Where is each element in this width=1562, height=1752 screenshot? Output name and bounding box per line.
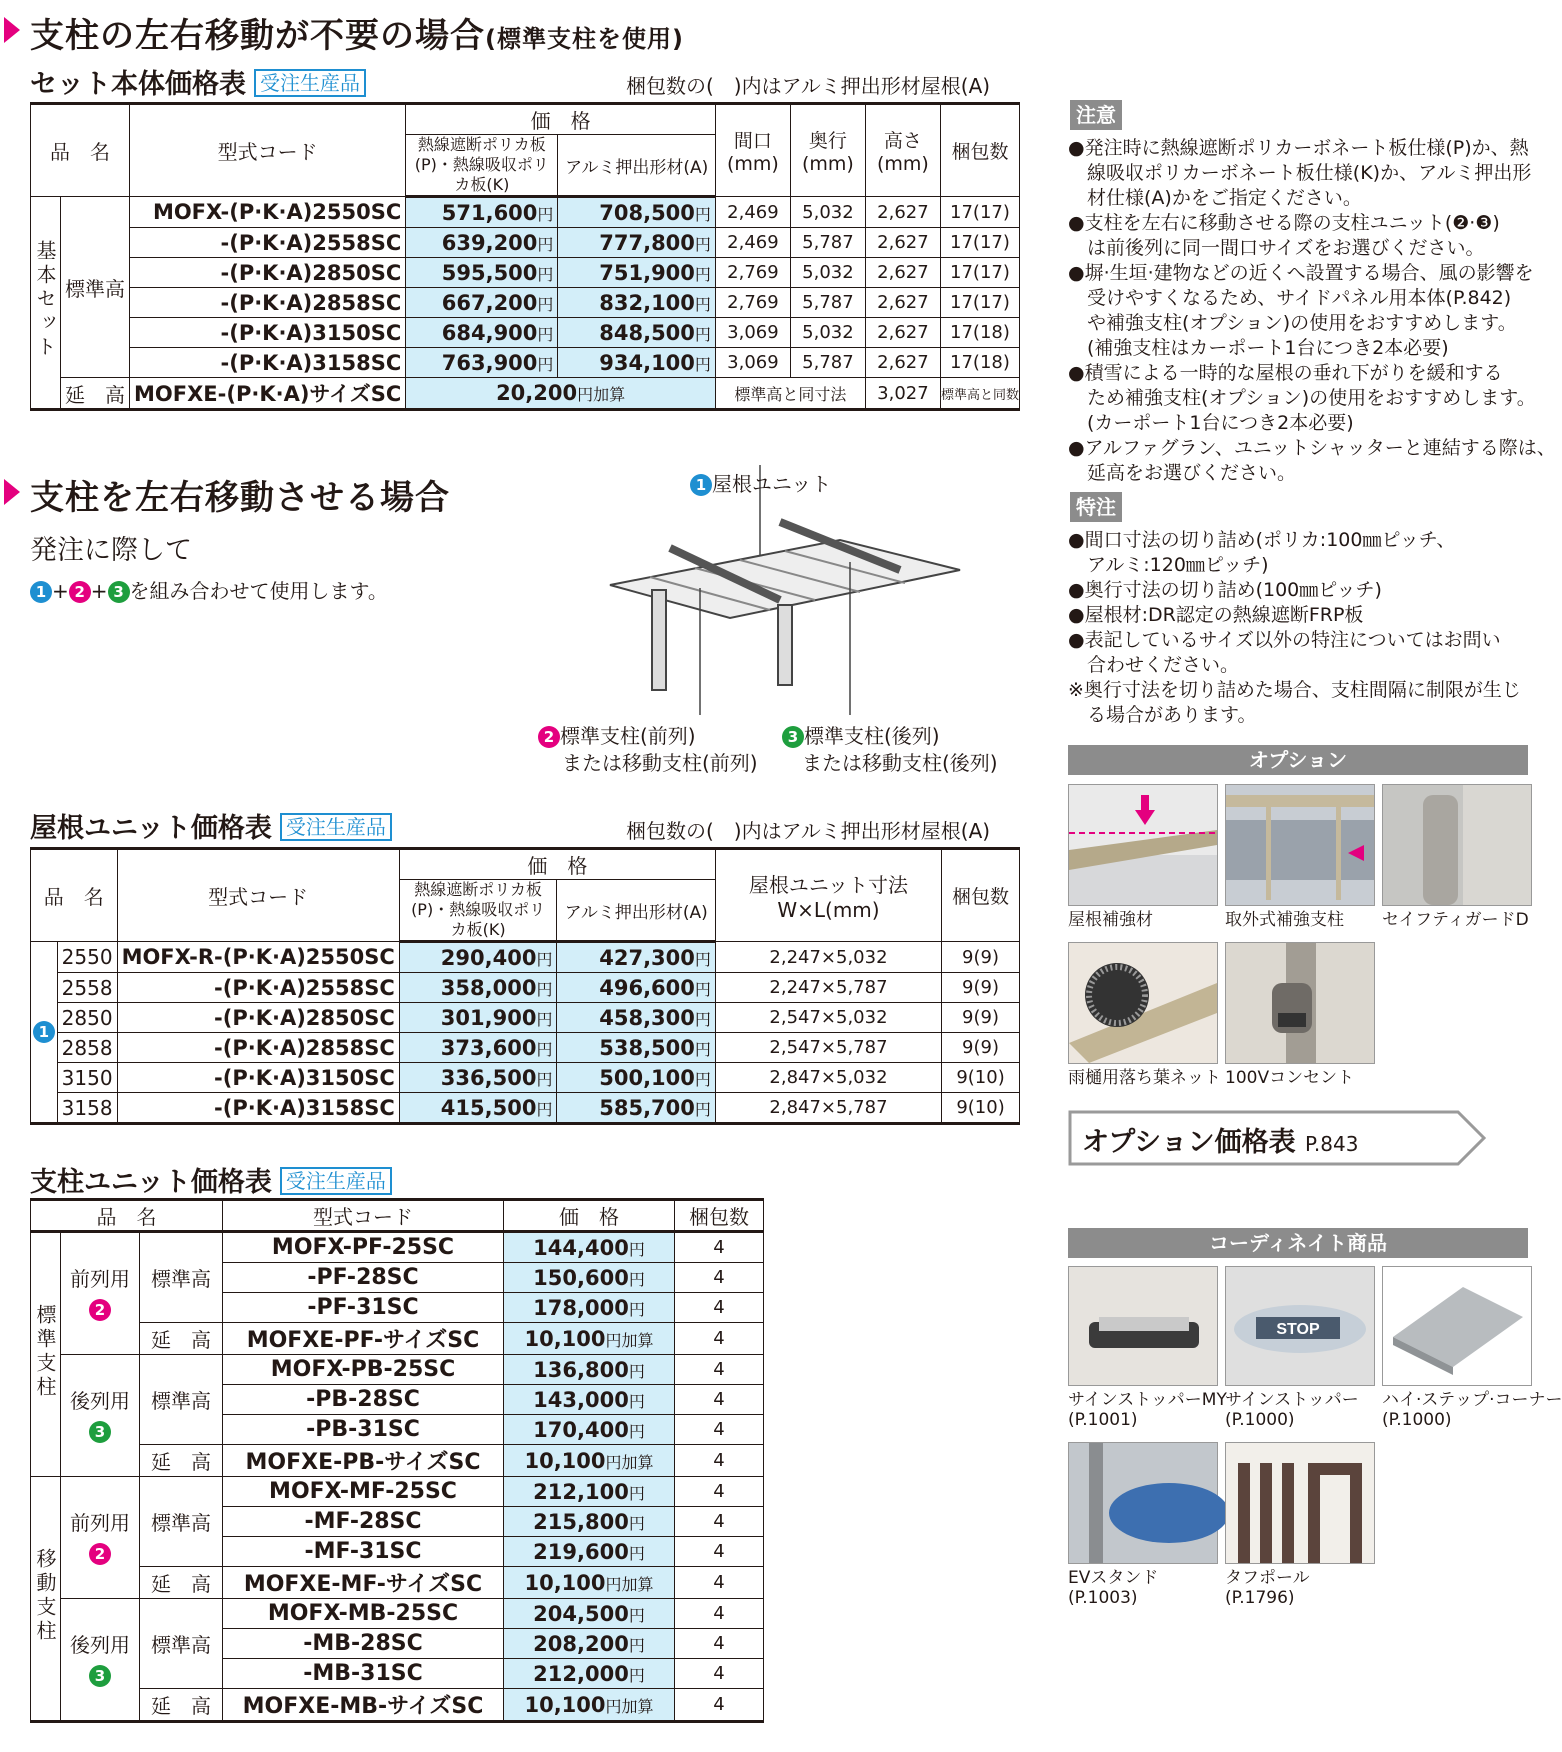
- table-row: [31, 973, 1020, 1003]
- header-alu: アルミ押出形材(A): [558, 135, 716, 197]
- coordinate-page-3: (P.1000): [1382, 1410, 1452, 1430]
- option-price-link-label: オプション価格表: [1082, 1127, 1296, 1158]
- roof-price-table: [30, 847, 1020, 1125]
- post-price: 144,400円: [504, 1232, 675, 1263]
- header-name: 品 名: [31, 104, 130, 197]
- model-code: MOFXE-MF-サイズSC: [223, 1567, 504, 1599]
- pack-value: 17(17): [940, 197, 1019, 228]
- price-poly: 373,600円: [399, 1033, 557, 1063]
- price-poly: 639,200円: [406, 228, 558, 258]
- triangle-icon: [4, 17, 20, 43]
- price-alu: 496,600円: [557, 973, 715, 1003]
- width-value: 2,469: [715, 197, 790, 228]
- post-subgroup: 後列用 3: [61, 1355, 140, 1477]
- coordinate-name-5: タフポール: [1225, 1568, 1310, 1588]
- model-code: -(P·K·A)2850SC: [130, 258, 406, 288]
- model-code: -PB-28SC: [223, 1385, 504, 1415]
- list-item: アルミ:120㎜ピッチ): [1068, 554, 1269, 576]
- model-code: -(P·K·A)2558SC: [117, 973, 399, 1003]
- model-code: -PF-28SC: [223, 1263, 504, 1293]
- header-code: 型式コード: [130, 104, 406, 197]
- post-price: 150,600円: [504, 1263, 675, 1293]
- group-extended-height: 延 高: [61, 378, 130, 410]
- price-poly: 415,500円: [399, 1093, 557, 1124]
- post-price: 204,500円: [504, 1599, 675, 1629]
- back-post-label-2: または移動支柱(後列): [802, 751, 998, 775]
- roof-dims: 2,547×5,032: [715, 1003, 941, 1033]
- table-row: [31, 1567, 764, 1599]
- pack-value: 4: [675, 1415, 764, 1445]
- pack-value: 9(9): [942, 1033, 1020, 1063]
- list-item: 延高をお選びください。: [1068, 462, 1297, 484]
- price-alu: 751,900円: [558, 258, 716, 288]
- list-item: ため補強支柱(オプション)の使用をおすすめします。: [1068, 387, 1536, 409]
- group-basic-set: 基本セット: [31, 197, 61, 410]
- tough-pole-photo: [1225, 1442, 1375, 1564]
- pack-value: 17(18): [940, 348, 1019, 378]
- post-price: 212,000円: [504, 1659, 675, 1689]
- list-item: (補強支柱はカーポート1台につき2本必要): [1068, 337, 1449, 359]
- post-price: 10,100円加算: [504, 1323, 675, 1355]
- model-code: -MF-28SC: [223, 1507, 504, 1537]
- list-item: ●間口寸法の切り詰め(ポリカ:100㎜ピッチ、: [1068, 529, 1456, 551]
- back-post-label: 3 標準支柱(後列): [782, 720, 940, 749]
- model-code: MOFX-MB-25SC: [223, 1599, 504, 1629]
- leaf-net-photo: [1068, 942, 1218, 1064]
- set-price-table: [30, 102, 1020, 411]
- list-item: ●アルファグラン、ユニットシャッターと連結する際は、: [1068, 437, 1556, 459]
- table-row: [31, 197, 1020, 228]
- model-code: -(P·K·A)2858SC: [130, 288, 406, 318]
- caution-list: [1068, 136, 1556, 486]
- model-code: -MB-28SC: [223, 1629, 504, 1659]
- made-to-order-badge: 受注生産品: [280, 1167, 392, 1195]
- price-alu: 500,100円: [557, 1063, 715, 1093]
- price-poly: 358,000円: [399, 973, 557, 1003]
- option-caption-4: 雨樋用落ち葉ネット: [1068, 1068, 1221, 1088]
- post-standard-height: 標準高: [140, 1477, 223, 1567]
- header-alu: アルミ押出形材(A): [557, 880, 715, 942]
- model-code: MOFXE-PF-サイズSC: [223, 1323, 504, 1355]
- price-ext: 20,200円加算: [406, 378, 716, 410]
- price-alu: 934,100円: [558, 348, 716, 378]
- carport-diagram: [600, 470, 1020, 710]
- model-code: -MB-31SC: [223, 1659, 504, 1689]
- width-value: 2,769: [715, 288, 790, 318]
- model-code: MOFXE-(P·K·A)サイズSC: [130, 378, 406, 410]
- size-code: 2558: [57, 973, 117, 1003]
- price-poly: 571,600円: [406, 197, 558, 228]
- list-item: ●発注時に熱線遮断ポリカーボネート板仕様(P)か、熱: [1068, 137, 1529, 159]
- ev-stand-photo: [1068, 1442, 1218, 1564]
- option-caption-3: セイフティガードD: [1382, 910, 1529, 930]
- post-price-table: [30, 1198, 764, 1723]
- pack-value: 9(10): [942, 1093, 1020, 1124]
- coordinate-page-5: (P.1796): [1225, 1588, 1295, 1608]
- table-row: [31, 1599, 764, 1629]
- post-price: 170,400円: [504, 1415, 675, 1445]
- model-code: MOFX-R-(P·K·A)2550SC: [117, 942, 399, 973]
- price-alu: 427,300円: [557, 942, 715, 973]
- price-poly: 684,900円: [406, 318, 558, 348]
- pack-value: 9(10): [942, 1063, 1020, 1093]
- roof-table-title: 屋根ユニット価格表 受注生産品: [30, 806, 392, 845]
- front-post-label: 2 標準支柱(前列): [538, 720, 696, 749]
- width-value: 2,469: [715, 228, 790, 258]
- coordinate-name-4: EVスタンド: [1068, 1568, 1159, 1588]
- pack-value: 9(9): [942, 1003, 1020, 1033]
- order-note-heading: 発注に際して: [30, 535, 192, 566]
- pack-value: 4: [675, 1629, 764, 1659]
- list-item: ※奥行寸法を切り詰めた場合、支柱間隔に制限が生じ: [1068, 679, 1521, 701]
- list-item: (カーポート1台につき2本必要): [1068, 412, 1354, 434]
- table-row: [31, 348, 1020, 378]
- post-extended-height: 延 高: [140, 1689, 223, 1722]
- outlet-photo: [1225, 942, 1375, 1064]
- post-extended-height: 延 高: [140, 1445, 223, 1477]
- roof-dims: 2,247×5,032: [715, 942, 941, 973]
- post-standard-height: 標準高: [140, 1355, 223, 1445]
- header-height: 高さ(mm): [865, 104, 940, 197]
- header-pack: 梱包数: [940, 104, 1019, 197]
- pack-value: 9(9): [942, 973, 1020, 1003]
- size-code: 2850: [57, 1003, 117, 1033]
- caution-label: 注意: [1070, 100, 1122, 130]
- pack-value: 9(9): [942, 942, 1020, 973]
- post-price: 136,800円: [504, 1355, 675, 1385]
- size-code: 3158: [57, 1093, 117, 1124]
- model-code: -(P·K·A)2858SC: [117, 1033, 399, 1063]
- post-standard-height: 標準高: [140, 1599, 223, 1689]
- post-group: 移動支柱: [31, 1477, 61, 1722]
- pack-value: 4: [675, 1385, 764, 1415]
- model-code: -PF-31SC: [223, 1293, 504, 1323]
- special-list: [1068, 528, 1521, 728]
- price-poly: 301,900円: [399, 1003, 557, 1033]
- combination-note: 1 + 2 + 3 を組み合わせて使用します。: [30, 575, 388, 604]
- depth-value: 5,787: [790, 348, 865, 378]
- model-code: MOFXE-MB-サイズSC: [223, 1689, 504, 1722]
- price-poly: 667,200円: [406, 288, 558, 318]
- stop-text: STOP: [1276, 1321, 1320, 1338]
- model-code: -(P·K·A)3150SC: [130, 318, 406, 348]
- post-price: 10,100円加算: [504, 1445, 675, 1477]
- post-price: 10,100円加算: [504, 1567, 675, 1599]
- list-item: ●表記しているサイズ以外の特注についてはお問い: [1068, 629, 1501, 651]
- high-step-corner-photo: [1382, 1266, 1532, 1386]
- table-row: [31, 1689, 764, 1722]
- roof-dims: 2,247×5,787: [715, 973, 941, 1003]
- option-caption-5: 100Vコンセント: [1225, 1068, 1355, 1088]
- header-price: 価 格: [504, 1200, 675, 1232]
- ext-dims: 標準高と同寸法: [715, 378, 865, 410]
- sign-stopper-photo: [1225, 1266, 1375, 1386]
- header-code: 型式コード: [223, 1200, 504, 1232]
- pack-value: 4: [675, 1507, 764, 1537]
- size-code: 2550: [57, 942, 117, 973]
- roof-dims: 2,547×5,787: [715, 1033, 941, 1063]
- pack-value: 17(17): [940, 288, 1019, 318]
- pack-value: 標準高と同数: [940, 378, 1019, 410]
- price-alu: 585,700円: [557, 1093, 715, 1124]
- price-poly: 290,400円: [399, 942, 557, 973]
- list-item: や補強支柱(オプション)の使用をおすすめします。: [1068, 312, 1517, 334]
- price-alu: 848,500円: [558, 318, 716, 348]
- height-value: 2,627: [865, 318, 940, 348]
- depth-value: 5,032: [790, 197, 865, 228]
- post-price: 178,000円: [504, 1293, 675, 1323]
- size-code: 2858: [57, 1033, 117, 1063]
- made-to-order-badge: 受注生産品: [280, 813, 392, 841]
- option-price-page: P.843: [1304, 1132, 1359, 1156]
- post-standard-height: 標準高: [140, 1232, 223, 1323]
- header-name: 品 名: [31, 1200, 223, 1232]
- post-price: 143,000円: [504, 1385, 675, 1415]
- post-price: 208,200円: [504, 1629, 675, 1659]
- table-row: [31, 1355, 764, 1385]
- height-value: 2,627: [865, 197, 940, 228]
- list-item: る場合があります。: [1068, 704, 1257, 726]
- option-caption-1: 屋根補強材: [1068, 910, 1153, 930]
- model-code: MOFXE-PB-サイズSC: [223, 1445, 504, 1477]
- options-bar: オプション: [1068, 745, 1528, 775]
- option-caption-2: 取外式補強支柱: [1225, 910, 1344, 930]
- made-to-order-badge: 受注生産品: [254, 69, 366, 97]
- header-depth: 奥行(mm): [790, 104, 865, 197]
- model-code: MOFX-MF-25SC: [223, 1477, 504, 1507]
- section1-title: 支柱の左右移動が不要の場合(標準支柱を使用): [4, 8, 684, 57]
- header-poly: 熱線遮断ポリカ板(P)・熱線吸収ポリカ板(K): [406, 135, 558, 197]
- post-price: 212,100円: [504, 1477, 675, 1507]
- roof-dims: 2,847×5,032: [715, 1063, 941, 1093]
- triangle-icon: [4, 479, 20, 505]
- post-price: 215,800円: [504, 1507, 675, 1537]
- pack-value: 4: [675, 1659, 764, 1689]
- model-code: -(P·K·A)2850SC: [117, 1003, 399, 1033]
- width-value: 3,069: [715, 318, 790, 348]
- list-item: ●奥行寸法の切り詰め(100㎜ピッチ): [1068, 579, 1382, 601]
- height-value: 2,627: [865, 288, 940, 318]
- height-value: 2,627: [865, 348, 940, 378]
- post-price: 10,100円加算: [504, 1689, 675, 1722]
- model-code: -(P·K·A)3158SC: [117, 1093, 399, 1124]
- header-name: 品 名: [31, 849, 118, 942]
- pack-value: 4: [675, 1689, 764, 1722]
- pack-value: 17(17): [940, 228, 1019, 258]
- pack-value: 4: [675, 1477, 764, 1507]
- list-item: 合わせください。: [1068, 654, 1240, 676]
- price-alu: 777,800円: [558, 228, 716, 258]
- list-item: ●屋根材:DR認定の熱線遮断FRP板: [1068, 604, 1364, 626]
- depth-value: 5,032: [790, 318, 865, 348]
- list-item: ●積雪による一時的な屋根の垂れ下がりを緩和する: [1068, 362, 1503, 384]
- model-code: -PB-31SC: [223, 1415, 504, 1445]
- model-code: MOFX-PB-25SC: [223, 1355, 504, 1385]
- model-code: MOFX-(P·K·A)2550SC: [130, 197, 406, 228]
- width-value: 2,769: [715, 258, 790, 288]
- coordinate-page-1: (P.1001): [1068, 1410, 1138, 1430]
- model-code: MOFX-PF-25SC: [223, 1232, 504, 1263]
- roof-table-note: 梱包数の( )内はアルミ押出形材屋根(A): [626, 819, 991, 843]
- list-item: 材仕様(A)かをご指定ください。: [1068, 187, 1362, 209]
- table-row: [31, 1323, 764, 1355]
- price-poly: 336,500円: [399, 1063, 557, 1093]
- section2-title: 支柱を左右移動させる場合: [4, 470, 450, 519]
- list-item: 受けやすくなるため、サイドパネル用本体(P.842): [1068, 287, 1512, 309]
- pack-value: 4: [675, 1263, 764, 1293]
- header-width: 間口(mm): [715, 104, 790, 197]
- front-post-label-2: または移動支柱(前列): [562, 751, 758, 775]
- pack-value: 4: [675, 1567, 764, 1599]
- pack-value: 4: [675, 1232, 764, 1263]
- model-code: -(P·K·A)3158SC: [130, 348, 406, 378]
- model-code: -(P·K·A)2558SC: [130, 228, 406, 258]
- pack-value: 4: [675, 1599, 764, 1629]
- coordinate-name-2: サインストッパー: [1225, 1390, 1359, 1410]
- price-alu: 832,100円: [558, 288, 716, 318]
- depth-value: 5,787: [790, 288, 865, 318]
- group-standard-height: 標準高: [61, 197, 130, 378]
- pack-value: 4: [675, 1537, 764, 1567]
- height-value: 2,627: [865, 258, 940, 288]
- table-row: [31, 1445, 764, 1477]
- post-extended-height: 延 高: [140, 1323, 223, 1355]
- model-code: -MF-31SC: [223, 1537, 504, 1567]
- height-value: 2,627: [865, 228, 940, 258]
- width-value: 3,069: [715, 348, 790, 378]
- table-row: [31, 1003, 1020, 1033]
- post-table-title: 支柱ユニット価格表 受注生産品: [30, 1160, 392, 1199]
- pack-value: 17(17): [940, 258, 1019, 288]
- pack-value: 4: [675, 1355, 764, 1385]
- table-row: [31, 1477, 764, 1507]
- table-row: [31, 378, 1020, 410]
- header-pack: 梱包数: [942, 849, 1020, 942]
- pack-value: 17(18): [940, 318, 1019, 348]
- table-row: [31, 288, 1020, 318]
- table-row: [31, 1093, 1020, 1124]
- depth-value: 5,032: [790, 258, 865, 288]
- list-item: 線吸収ポリカーボネート板仕様(K)か、アルミ押出形: [1068, 162, 1532, 184]
- table-row: [31, 228, 1020, 258]
- price-alu: 708,500円: [558, 197, 716, 228]
- list-item: ●支柱を左右に移動させる際の支柱ユニット(❷·❸): [1068, 212, 1500, 234]
- table-row: [31, 1232, 764, 1263]
- post-extended-height: 延 高: [140, 1567, 223, 1599]
- list-item: ●塀·生垣·建物などの近くへ設置する場合、風の影響を: [1068, 262, 1534, 284]
- header-size: 屋根ユニット寸法 W×L(mm): [715, 849, 941, 942]
- pack-value: 4: [675, 1293, 764, 1323]
- table-row: [31, 258, 1020, 288]
- header-code: 型式コード: [117, 849, 399, 942]
- post-subgroup: 前列用 2: [61, 1477, 140, 1599]
- price-alu: 458,300円: [557, 1003, 715, 1033]
- post-price: 219,600円: [504, 1537, 675, 1567]
- special-order-label: 特注: [1070, 492, 1122, 522]
- header-price: 価 格: [406, 104, 716, 135]
- set-table-note: 梱包数の( )内はアルミ押出形材屋根(A): [626, 74, 991, 98]
- pack-value: 4: [675, 1323, 764, 1355]
- table-row: [31, 942, 1020, 973]
- roof-unit-label: 1 屋根ユニット: [690, 468, 831, 497]
- header-poly: 熱線遮断ポリカ板(P)・熱線吸収ポリカ板(K): [399, 880, 557, 942]
- post-group: 標準支柱: [31, 1232, 61, 1477]
- header-pack: 梱包数: [675, 1200, 764, 1232]
- list-item: は前後列に同一間口サイズをお選びください。: [1068, 237, 1485, 259]
- set-table-title: セット本体価格表 受注生産品: [30, 62, 366, 101]
- table-row: [31, 318, 1020, 348]
- coordinate-page-2: (P.1000): [1225, 1410, 1295, 1430]
- height-value: 3,027: [865, 378, 940, 410]
- option-price-link[interactable]: [1068, 1110, 1488, 1166]
- model-code: -(P·K·A)3150SC: [117, 1063, 399, 1093]
- header-price: 価 格: [399, 849, 715, 880]
- safety-guard-photo: [1382, 784, 1532, 906]
- price-alu: 538,500円: [557, 1033, 715, 1063]
- coordinate-name-1: サインストッパーMY: [1068, 1390, 1227, 1410]
- roof-unit-marker: 1: [31, 942, 58, 1124]
- roof-reinforcement-photo: [1068, 784, 1218, 906]
- post-subgroup: 前列用 2: [61, 1232, 140, 1355]
- removable-post-photo: [1225, 784, 1375, 906]
- post-subgroup: 後列用 3: [61, 1599, 140, 1722]
- coordinate-bar: コーディネイト商品: [1068, 1228, 1528, 1258]
- table-row: [31, 1033, 1020, 1063]
- depth-value: 5,787: [790, 228, 865, 258]
- size-code: 3150: [57, 1063, 117, 1093]
- table-row: [31, 1063, 1020, 1093]
- price-poly: 595,500円: [406, 258, 558, 288]
- price-poly: 763,900円: [406, 348, 558, 378]
- sign-stopper-my-photo: [1068, 1266, 1218, 1386]
- coordinate-name-3: ハイ·ステップ·コーナー: [1382, 1390, 1562, 1410]
- coordinate-page-4: (P.1003): [1068, 1588, 1138, 1608]
- roof-dims: 2,847×5,787: [715, 1093, 941, 1124]
- pack-value: 4: [675, 1445, 764, 1477]
